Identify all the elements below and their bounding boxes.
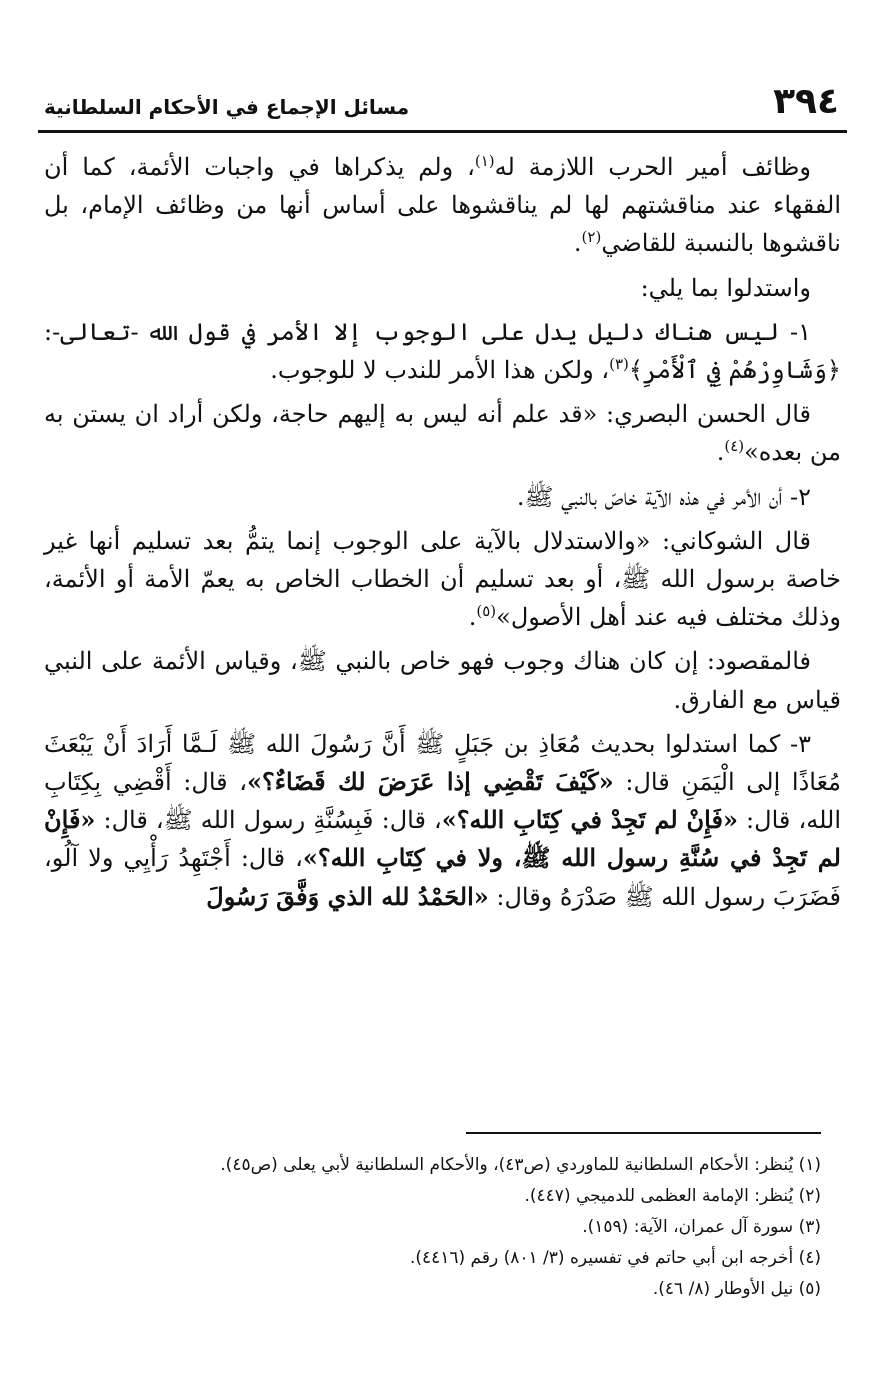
- paragraph: ٢- أن الأمر في هذه الآية خاصّ بالنبي ﷺ.: [516, 482, 811, 511]
- footnote-item: (٥) نيل الأوطار (٨/ ٤٦).: [652, 1279, 821, 1299]
- footnote-item: (٣) سورة آل عمران، الآية: (١٥٩).: [582, 1217, 821, 1237]
- paragraph: ١- ليس هناك دليل يدل على الوجوب إلا الأمر في قول الله -تعالى-: ﴿وَشَاوِرْهُمْ فِي ٱلْأَمْرِ﴾$^{(٣)}$، ولكن هذا الأمر للندب لا للوجوب.: [44, 317, 841, 385]
- footnote-ref[interactable]: (٥): [476, 602, 497, 621]
- page-header: [38, 78, 847, 133]
- paragraph: واستدلوا بما يلي:: [640, 273, 811, 302]
- running-title: مسائل الإجماع في الأحكام السلطانية: [44, 95, 410, 119]
- footnote-ref[interactable]: (١): [474, 152, 495, 170]
- paragraph: فالمقصود: إن كان هناك وجوب فهو خاص بالنبي ﷺ، وقياس الأئمة على النبي قياس مع الفارق.: [44, 647, 841, 714]
- hadith-quote: «الحَمْدُ لله الذي وَفَّقَ رَسُولَ: [206, 881, 489, 911]
- paragraph: قال الحسن البصري: «قد علم أنه ليس به إليهم حاجة، ولكن أراد ان يستن به من بعده»$^{(٤)}$.: [44, 400, 841, 467]
- hadith-quote: «فَإِنْ لم تَجِدْ في كِتَابِ الله؟»: [441, 805, 738, 835]
- hadith-quote: «فَإِنْ لم تَجِدْ في سُنَّةِ رسول الله ﷺ، ولا في كِتَابِ الله؟»: [44, 805, 841, 873]
- footnote-item: (٢) يُنظر: الإمامة العظمى للدميجي (٤٤٧).: [524, 1186, 821, 1206]
- hadith-quote: «كَيْفَ تَقْضِي إذا عَرَضَ لك قَضَاءٌ؟»: [247, 767, 614, 797]
- footnote-ref[interactable]: (٤): [724, 437, 745, 456]
- footnote-item: (٤) أخرجه ابن أبي حاتم في تفسيره (٣/ ٨٠١) رقم (٤٤١٦).: [409, 1248, 821, 1268]
- footnotes: [44, 1150, 821, 1305]
- page-number: ٣٩٤: [773, 81, 839, 122]
- footnote-item: (١) يُنظر: الأحكام السلطانية للماوردي (ص٤٣)، والأحكام السلطانية لأبي يعلى (ص٤٥).: [220, 1155, 821, 1175]
- paragraph: ٣- كما استدلوا بحديث مُعَاذِ بن جَبَلٍ ﷺ أَنَّ رَسُولَ الله ﷺ لَـمَّا أَرَادَ أَنْ يَبْعَثَ مُعَاذًا إلى الْيَمَنِ قال: «كَيْفَ تَقْضِي إذا عَرَضَ لك قَضَاءٌ؟»، قال: أَقْضِي بِكِتَابِ الله، قال: «فَإِنْ لم تَجِدْ في كِتَابِ الله؟»، قال: فَبِسُنَّةِ رسول الله ﷺ، قال: «فَإِنْ لم تَجِدْ في سُنَّةِ رسول الله ﷺ، ولا في كِتَابِ الله؟»، قال: أَجْتَهِدُ رَأْيِي ولا آلُو، فَضَرَبَ رسول الله ﷺ صَدْرَهُ وقال: «الحَمْدُ لله الذي وَفَّقَ رَسُولَ: [44, 729, 842, 911]
- paragraph: قال الشوكاني: «والاستدلال بالآية على الوجوب إنما يتمُّ بعد تسليم أنها غير خاصة برسول الله ﷺ، أو بعد تسليم أن الخطاب الخاص به يعمّ الأمة أو الأئمة، وذلك مختلف فيه عند أهل الأصول»$^{(٥)}$.: [44, 526, 841, 632]
- main-text: [44, 148, 841, 922]
- paragraph: وظائف أمير الحرب اللازمة له$^{(١)}$، ولم يذكراها في واجبات الأئمة، كما أن الفقهاء عند مناقشتهم لها لم يناقشوها على أساس أنها من وظائف الإمام، بل ناقشوها بالنسبة للقاضي$^{(٢)}$.: [44, 152, 841, 258]
- footnote-ref[interactable]: (٣): [609, 355, 629, 374]
- footnote-separator: [466, 1132, 821, 1134]
- footnote-ref[interactable]: (٢): [581, 228, 602, 247]
